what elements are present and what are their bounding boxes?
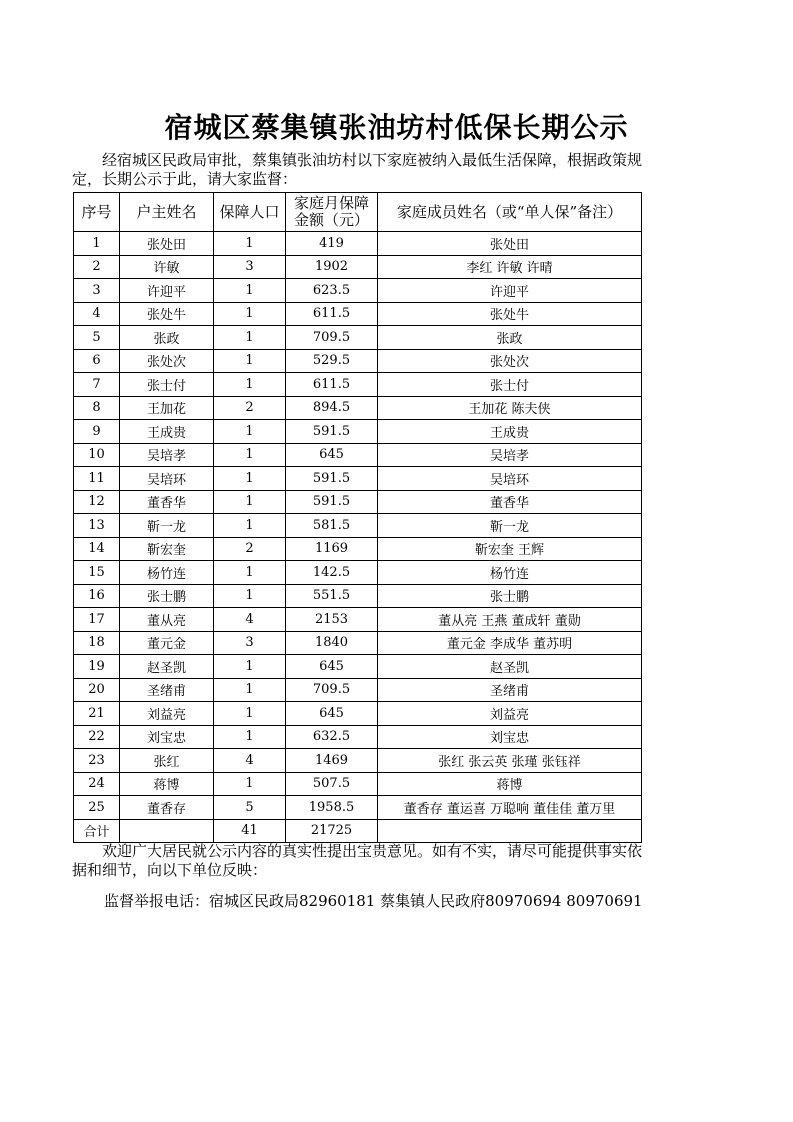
family-members: 吴培环 xyxy=(378,467,642,491)
monthly-amount: 1469 xyxy=(286,749,378,773)
table-row xyxy=(74,584,642,608)
family-members: 王加花 陈夫侠 xyxy=(378,396,642,420)
monthly-amount: 2153 xyxy=(286,608,378,632)
household-head: 王加花 xyxy=(120,396,214,420)
monthly-amount: 507.5 xyxy=(286,772,378,796)
household-head: 靳一龙 xyxy=(120,514,214,538)
monthly-amount: 581.5 xyxy=(286,514,378,538)
monthly-amount: 1840 xyxy=(286,631,378,655)
covered-persons: 1 xyxy=(214,584,286,608)
monthly-amount: 632.5 xyxy=(286,725,378,749)
family-members: 吴培孝 xyxy=(378,443,642,467)
household-head: 蒋博 xyxy=(120,772,214,796)
family-members: 张处次 xyxy=(378,349,642,373)
family-members: 刘宝忠 xyxy=(378,725,642,749)
table-row xyxy=(74,702,642,726)
covered-persons: 1 xyxy=(214,490,286,514)
table-row xyxy=(74,678,642,702)
row-index: 16 xyxy=(74,584,120,608)
household-head: 杨竹连 xyxy=(120,561,214,585)
covered-persons: 1 xyxy=(214,279,286,303)
table-row xyxy=(74,514,642,538)
row-index: 7 xyxy=(74,373,120,397)
total-row xyxy=(74,819,642,843)
family-members: 董元金 李成华 董苏明 xyxy=(378,631,642,655)
row-index: 9 xyxy=(74,420,120,444)
household-head: 张士鹏 xyxy=(120,584,214,608)
household-head: 张处田 xyxy=(120,232,214,256)
row-index: 1 xyxy=(74,232,120,256)
monthly-amount: 709.5 xyxy=(286,678,378,702)
family-members: 张处田 xyxy=(378,232,642,256)
covered-persons: 1 xyxy=(214,655,286,679)
table-row xyxy=(74,420,642,444)
header-monthly-amount xyxy=(286,193,378,232)
header-monthly-amount-line2: 金额（元） xyxy=(293,211,369,229)
row-index: 3 xyxy=(74,279,120,303)
table-row xyxy=(74,302,642,326)
family-members: 刘益亮 xyxy=(378,702,642,726)
covered-persons: 1 xyxy=(214,514,286,538)
household-head: 吴培环 xyxy=(120,467,214,491)
table-row xyxy=(74,232,642,256)
household-head: 王成贵 xyxy=(120,420,214,444)
monthly-amount: 645 xyxy=(286,655,378,679)
row-index: 12 xyxy=(74,490,120,514)
row-index: 4 xyxy=(74,302,120,326)
household-head: 董香华 xyxy=(120,490,214,514)
family-members: 靳宏奎 王辉 xyxy=(378,537,642,561)
covered-persons: 2 xyxy=(214,396,286,420)
family-members: 张士付 xyxy=(378,373,642,397)
row-index: 5 xyxy=(74,326,120,350)
family-members: 李红 许敏 许晴 xyxy=(378,255,642,279)
monthly-amount: 1169 xyxy=(286,537,378,561)
row-index: 10 xyxy=(74,443,120,467)
covered-persons: 4 xyxy=(214,608,286,632)
covered-persons: 1 xyxy=(214,561,286,585)
family-members: 董香存 董运喜 万聪响 董佳佳 董万里 xyxy=(378,796,642,820)
monthly-amount: 419 xyxy=(286,232,378,256)
row-index: 14 xyxy=(74,537,120,561)
monthly-amount: 142.5 xyxy=(286,561,378,585)
covered-persons: 1 xyxy=(214,232,286,256)
intro-paragraph: 经宿城区民政局审批，蔡集镇张油坊村以下家庭被纳入最低生活保障，根据政策规定，长期公示于此，请大家监督： xyxy=(72,151,643,188)
household-head: 董香存 xyxy=(120,796,214,820)
page-title: 宿城区蔡集镇张油坊村低保长期公示 xyxy=(164,111,629,144)
table-row xyxy=(74,561,642,585)
table-header-row xyxy=(74,193,642,232)
table-row xyxy=(74,326,642,350)
household-head: 刘宝忠 xyxy=(120,725,214,749)
row-index: 15 xyxy=(74,561,120,585)
covered-persons: 1 xyxy=(214,467,286,491)
family-members: 王成贵 xyxy=(378,420,642,444)
monthly-amount: 591.5 xyxy=(286,490,378,514)
row-index: 8 xyxy=(74,396,120,420)
monthly-amount: 894.5 xyxy=(286,396,378,420)
beneficiary-table xyxy=(73,192,642,843)
table-row xyxy=(74,443,642,467)
family-members: 董香华 xyxy=(378,490,642,514)
header-covered-persons: 保障人口 xyxy=(214,193,286,232)
household-head: 张红 xyxy=(120,749,214,773)
monthly-amount: 591.5 xyxy=(286,420,378,444)
covered-persons: 1 xyxy=(214,326,286,350)
table-row xyxy=(74,772,642,796)
family-members: 张士鹏 xyxy=(378,584,642,608)
monthly-amount: 611.5 xyxy=(286,373,378,397)
feedback-paragraph: 欢迎广大居民就公示内容的真实性提出宝贵意见。如有不实，请尽可能提供事实依据和细节，向以下单位反映： xyxy=(72,842,643,879)
family-members: 张红 张云英 张瑾 张钰祥 xyxy=(378,749,642,773)
monthly-amount: 611.5 xyxy=(286,302,378,326)
row-index: 25 xyxy=(74,796,120,820)
table-row xyxy=(74,796,642,820)
table-row xyxy=(74,490,642,514)
row-index: 21 xyxy=(74,702,120,726)
table-row xyxy=(74,608,642,632)
table-row xyxy=(74,396,642,420)
household-head: 圣绪甫 xyxy=(120,678,214,702)
household-head: 赵圣凯 xyxy=(120,655,214,679)
row-index: 2 xyxy=(74,255,120,279)
table-row xyxy=(74,725,642,749)
covered-persons: 1 xyxy=(214,373,286,397)
total-name-cell xyxy=(120,819,214,843)
family-members: 张处牛 xyxy=(378,302,642,326)
covered-persons: 3 xyxy=(214,631,286,655)
monthly-amount: 623.5 xyxy=(286,279,378,303)
header-monthly-amount-line1: 家庭月保障 xyxy=(293,194,369,212)
family-members: 董从亮 王燕 董成轩 董勋 xyxy=(378,608,642,632)
household-head: 张处牛 xyxy=(120,302,214,326)
total-count: 41 xyxy=(214,819,286,843)
covered-persons: 5 xyxy=(214,796,286,820)
family-members: 靳一龙 xyxy=(378,514,642,538)
household-head: 张士付 xyxy=(120,373,214,397)
row-index: 20 xyxy=(74,678,120,702)
household-head: 许迎平 xyxy=(120,279,214,303)
row-index: 11 xyxy=(74,467,120,491)
monthly-amount: 645 xyxy=(286,702,378,726)
covered-persons: 1 xyxy=(214,420,286,444)
table-row xyxy=(74,255,642,279)
row-index: 6 xyxy=(74,349,120,373)
covered-persons: 1 xyxy=(214,349,286,373)
household-head: 张处次 xyxy=(120,349,214,373)
monthly-amount: 645 xyxy=(286,443,378,467)
family-members: 张政 xyxy=(378,326,642,350)
row-index: 18 xyxy=(74,631,120,655)
monthly-amount: 529.5 xyxy=(286,349,378,373)
covered-persons: 1 xyxy=(214,772,286,796)
row-index: 24 xyxy=(74,772,120,796)
household-head: 吴培孝 xyxy=(120,443,214,467)
covered-persons: 1 xyxy=(214,678,286,702)
covered-persons: 1 xyxy=(214,302,286,326)
header-household-head: 户主姓名 xyxy=(120,193,214,232)
covered-persons: 1 xyxy=(214,702,286,726)
row-index: 22 xyxy=(74,725,120,749)
household-head: 许敏 xyxy=(120,255,214,279)
covered-persons: 2 xyxy=(214,537,286,561)
monthly-amount: 1902 xyxy=(286,255,378,279)
header-family-members: 家庭成员姓名（或“单人保”备注） xyxy=(378,193,642,232)
family-members: 圣绪甫 xyxy=(378,678,642,702)
family-members: 许迎平 xyxy=(378,279,642,303)
row-index: 23 xyxy=(74,749,120,773)
monthly-amount: 551.5 xyxy=(286,584,378,608)
household-head: 董元金 xyxy=(120,631,214,655)
table-row xyxy=(74,749,642,773)
table-row xyxy=(74,467,642,491)
covered-persons: 4 xyxy=(214,749,286,773)
covered-persons: 3 xyxy=(214,255,286,279)
table-row xyxy=(74,349,642,373)
monthly-amount: 1958.5 xyxy=(286,796,378,820)
row-index: 13 xyxy=(74,514,120,538)
table-row xyxy=(74,279,642,303)
monthly-amount: 591.5 xyxy=(286,467,378,491)
total-amount: 21725 xyxy=(286,819,378,843)
contact-line: 监督举报电话：宿城区民政局82960181 蔡集镇人民政府80970694 80970691 xyxy=(104,892,643,910)
row-index: 19 xyxy=(74,655,120,679)
total-members-cell xyxy=(378,819,642,843)
monthly-amount: 709.5 xyxy=(286,326,378,350)
table-row xyxy=(74,537,642,561)
family-members: 赵圣凯 xyxy=(378,655,642,679)
header-index: 序号 xyxy=(74,193,120,232)
family-members: 杨竹连 xyxy=(378,561,642,585)
household-head: 董从亮 xyxy=(120,608,214,632)
row-index: 17 xyxy=(74,608,120,632)
covered-persons: 1 xyxy=(214,725,286,749)
covered-persons: 1 xyxy=(214,443,286,467)
household-head: 刘益亮 xyxy=(120,702,214,726)
family-members: 蒋博 xyxy=(378,772,642,796)
total-label: 合计 xyxy=(74,819,120,843)
table-row xyxy=(74,631,642,655)
table-row xyxy=(74,373,642,397)
household-head: 张政 xyxy=(120,326,214,350)
household-head: 靳宏奎 xyxy=(120,537,214,561)
table-row xyxy=(74,655,642,679)
